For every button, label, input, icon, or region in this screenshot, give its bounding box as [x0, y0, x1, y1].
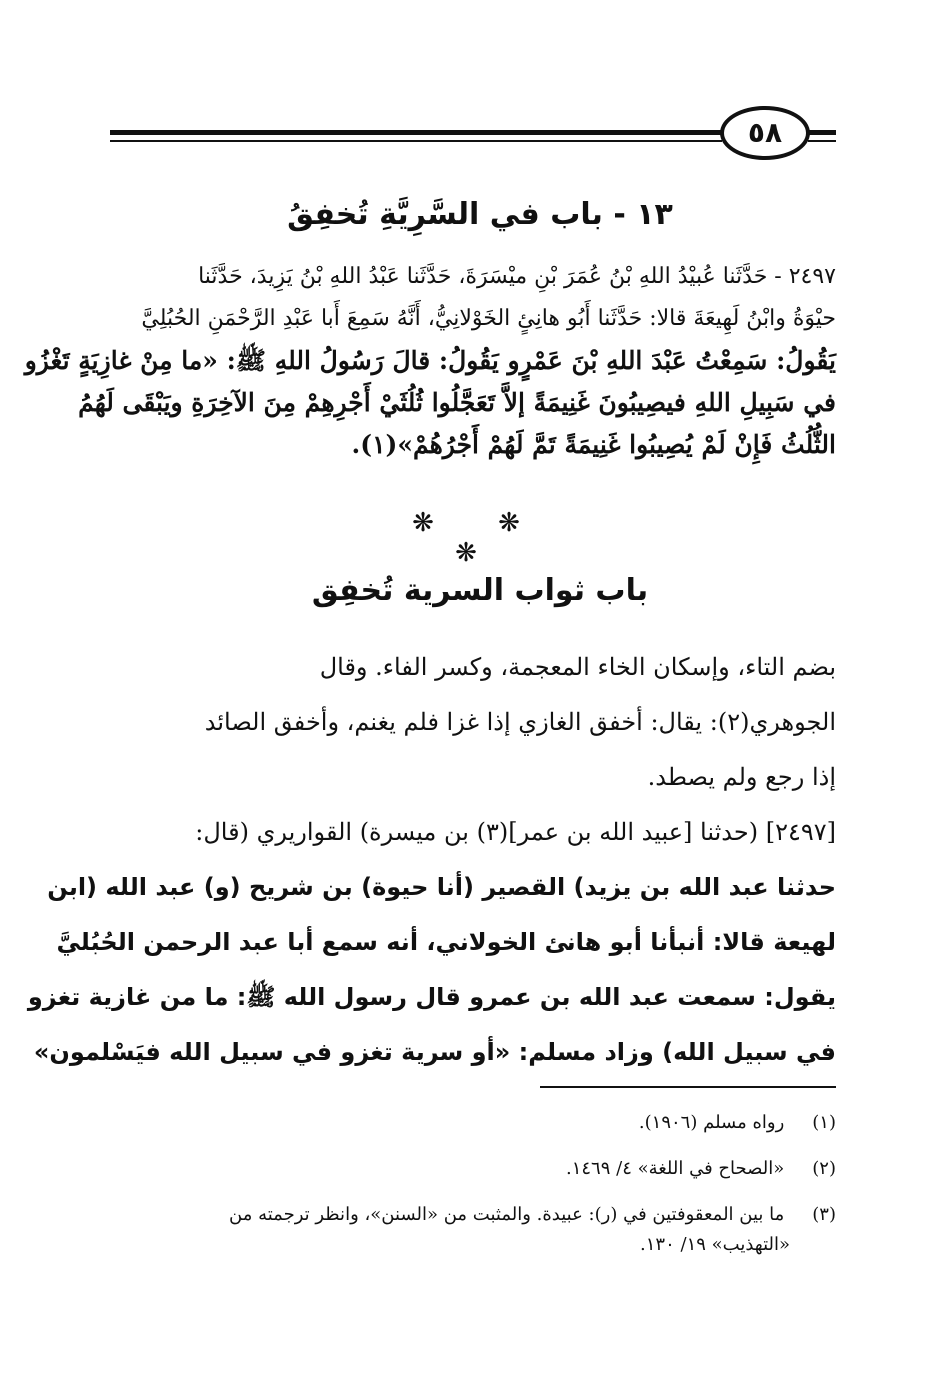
- hadith-line: يَقُولُ: سَمِعْتُ عَبْدَ اللهِ بْنَ عَمْرٍو يَقُولُ: قالَ رَسُولُ اللهِ ﷺ: «ما مِنْ غازِيَةٍ تَغْزُو: [24, 346, 836, 375]
- hadith-line: ٢٤٩٧ - حَدَّثَنا عُبيْدُ اللهِ بْنُ عُمَرَ بْنِ ميْسَرَةَ، حَدَّثَنا عَبْدُ اللهِ بْنُ يَزِيدَ، حَدَّثَنا: [198, 264, 836, 289]
- header-rule-right-thin: [808, 140, 836, 142]
- footnote: [110, 1154, 836, 1184]
- commentary-line: يقول: سمعت عبد الله بن عمرو قال رسول الله ﷺ: ما من غازية تغزو: [27, 983, 836, 1011]
- commentary-line: بضم التاء، وإسكان الخاء المعجمة، وكسر الفاء. وقال: [319, 653, 836, 681]
- section-separator: ❋ ❋ ❋: [412, 508, 548, 568]
- hadith-line: في سَبِيلِ اللهِ فيصِيبُونَ غَنِيمَةً إلاَّ تَعَجَّلُوا ثُلُثَيْ أَجْرِهِمْ مِنَ الآخِرَةِ ويَبْقَى لَهُمُ: [78, 388, 836, 417]
- commentary-line: [٢٤٩٧] (حدثنا [عبيد الله بن عمر](٣) بن ميسرة) القواريري (قال:: [195, 818, 836, 846]
- commentary-line: في سبيل الله) وزاد مسلم: «أو سرية تغزو في سبيل الله فيَسْلمون»: [33, 1038, 836, 1066]
- footnote-number: (٢): [812, 1158, 836, 1179]
- footnote-text: «الصحاح في اللغة» ٤/ ١٤٦٩.: [565, 1158, 785, 1179]
- footnote-number: (٣): [812, 1204, 836, 1225]
- section-heading: باب ثواب السرية تُخفِق: [311, 573, 649, 608]
- footnotes: [110, 1108, 836, 1276]
- commentary-text: [27, 640, 836, 1080]
- chapter-heading: ١٣ - باب في السَّرِيَّةِ تُخفِقُ: [287, 197, 673, 232]
- header-rule-thick: [110, 130, 722, 135]
- commentary-line: الجوهري(٢): يقال: أخفق الغازي إذا غزا فلم يغنم، وأخفق الصائد: [204, 708, 836, 736]
- footnote-text: رواه مسلم (١٩٠٦).: [638, 1112, 785, 1133]
- hadith-line: الثُّلُثُ فَإِنْ لَمْ يُصِيبُوا غَنِيمَةً تَمَّ لَهُمْ أَجْرُهُمْ»(١).: [351, 430, 836, 459]
- footnote: [110, 1108, 836, 1138]
- commentary-line: لهيعة قالا: أنبأنا أبو هانئ الخولاني، أنه سمع أبا عبد الرحمن الحُبُليَّ: [56, 928, 836, 956]
- hadith-text: [24, 256, 836, 466]
- footnote-rule: [540, 1086, 836, 1088]
- header-rule-thin: [110, 140, 722, 142]
- header-rule-right-thick: [808, 130, 836, 135]
- page-number: ٥٨: [720, 106, 810, 160]
- hadith-line: حيْوَةُ وابْنُ لَهِيعَةَ قالا: حَدَّثَنا أَبُو هانِئٍ الخَوْلانِيُّ، أَنَّهُ سَمِعَ أَبا عَبْدِ الرَّحْمَنِ الحُبُلِيَّ: [141, 306, 836, 331]
- footnote-continuation: «التهذيب» ١٩/ ١٣٠.: [640, 1234, 790, 1255]
- footnote-text: ما بين المعقوفتين في (ر): عبيدة. والمثبت من «السنن»، وانظر ترجمته من: [229, 1204, 785, 1225]
- commentary-line: حدثنا عبد الله بن يزيد) القصير (أنا حيوة) بن شريح (و) عبد الله (ابن: [47, 873, 836, 901]
- footnote: [110, 1200, 836, 1260]
- footnote-number: (١): [812, 1112, 836, 1133]
- commentary-line: إذا رجع ولم يصطد.: [647, 763, 836, 791]
